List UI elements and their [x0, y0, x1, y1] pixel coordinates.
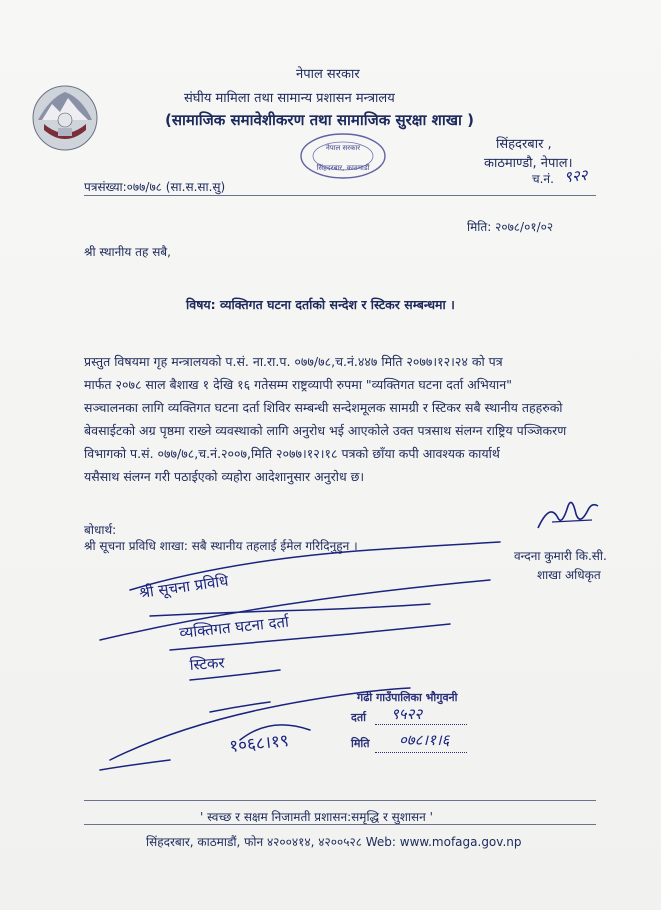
footer-motto: ' स्वच्छ र सक्षम निजामती प्रशासन:समृद्धि र सुशासन ' [200, 810, 433, 824]
footer-contact: सिंहदरबार, काठमाडौं, फोन ४२००४१४, ४२००५२८ Web: www.mofaga.gov.np [146, 835, 522, 849]
registration-date-label: मिति [351, 737, 370, 750]
letter-number: पत्रसंख्या:०७७/७८ (सा.स.सा.सु) [84, 180, 226, 194]
dispatch-label: च.नं. [532, 172, 554, 186]
registration-darta-number: ९५२२ [391, 705, 423, 723]
body-line: यसैसाथ संलग्न गरी पठाईएको व्यहोरा आदेशानुसार अनुरोध छ। [84, 469, 365, 484]
handwritten-line3: स्टिकर [189, 653, 226, 674]
registration-date: ०७८।१।६ [399, 731, 450, 749]
body-line: मार्फत २०७८ साल बैशाख १ देखि १६ गतेसम्म राष्ट्रव्यापी रुपमा "व्यक्तिगत घटना दर्ता अभियान" [84, 377, 512, 392]
signatory-title: शाखा अधिकृत [537, 568, 601, 582]
body-paragraph [84, 350, 566, 488]
registration-dotted-line [375, 752, 467, 753]
stamp-line2: सिंहदरबार, काठमाडौं [316, 164, 370, 172]
handwritten-number: १०६८।१९ [228, 730, 290, 757]
letter-date: मिति: २०७८/०१/०२ [467, 220, 554, 234]
body-line: विभागको प.सं. ०७७/७८,च.नं.२००७,मिति २०७७।१२।१८ पत्रको छाँया कपी आवश्यक कार्यार्थ [84, 446, 500, 461]
handwritten-line1: श्री सूचना प्रविधि [138, 571, 230, 602]
subject: विषय: व्यक्तिगत घटना दर्ताको सन्देश र स्टिकर सम्बन्धमा । [186, 297, 455, 312]
stamp-line1: नेपाल सरकार [325, 144, 361, 152]
office-stamp-icon [298, 130, 388, 182]
header-section: (सामाजिक समावेशीकरण तथा सामाजिक सुरक्षा शाखा ) [165, 111, 474, 129]
registration-stamp [345, 688, 495, 768]
cc-label: बोधार्थ: [84, 523, 117, 537]
body-line: बेवसाईटको अग्र पृष्ठमा राख्ने व्यवस्थाको लागि अनुरोध भई आएकोले उक्त पत्रसाथ संलग्न राष्ट्रिय पञ्जिकरण [84, 423, 567, 438]
registration-darta-label: दर्ता [351, 711, 366, 724]
header-ministry: संघीय मामिला तथा सामान्य प्रशासन मन्त्रालय [184, 91, 395, 106]
footer-divider [84, 824, 596, 825]
handwritten-line2: व्यक्तिगत घटना दर्ता [178, 612, 290, 642]
recipient: श्री स्थानीय तह सबै, [84, 245, 171, 259]
header-address-line1: सिंहदरबार , [496, 137, 552, 152]
body-line: सञ्चालनका लागि व्यक्तिगत घटना दर्ता शिविर सम्बन्धी सन्देशमूलक सामग्री र स्टिकर सबै स्थानीय तहहरुको [84, 400, 563, 415]
registration-dotted-line [375, 724, 467, 725]
dispatch-number: ९२२ [563, 165, 589, 187]
signatory-name: वन्दना कुमारी कि.सी. [514, 549, 607, 563]
cc-line: श्री सूचना प्रविधि शाखा: सबै स्थानीय तहलाई ईमेल गरिदिनुहुन । [84, 539, 358, 553]
handwritten-note-icon [70, 520, 590, 780]
header-address-line2: काठमाण्डौ, नेपाल। [484, 156, 573, 171]
nepal-emblem-icon [30, 80, 100, 152]
body-line: प्रस्तुत विषयमा गृह मन्त्रालयको प.सं. ना.रा.प. ०७७/७८,च.नं.४४७ मिति २०७७।१२।२४ को पत्र [84, 354, 503, 369]
registration-office: गढी गाउँपालिका भौगुवनी [357, 691, 458, 704]
header-divider [84, 195, 596, 196]
footer-divider [84, 800, 596, 801]
header-government: नेपाल सरकार [296, 67, 360, 82]
